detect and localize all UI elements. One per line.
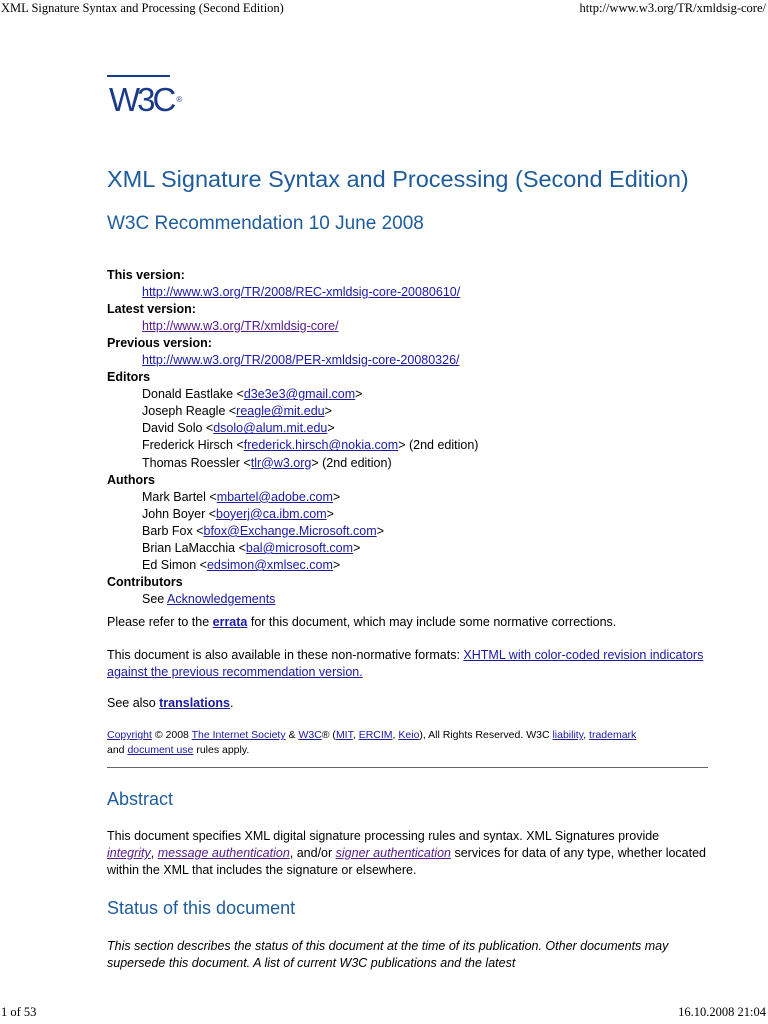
- print-header-title: XML Signature Syntax and Processing (Second Edition): [1, 1, 284, 15]
- latest-version-label: Latest version:: [107, 301, 196, 316]
- formats-paragraph: This document is also available in these non-normative formats: XHTML with color-coded revision indicators against the previous recommendation version.: [107, 648, 704, 679]
- author-email-link[interactable]: bal@microsoft.com: [245, 541, 354, 555]
- status-heading: Status of this document: [107, 898, 296, 918]
- translations-paragraph: See also translations.: [107, 696, 234, 710]
- editor-item: Donald Eastlake <d3e3e3@gmail.com>: [142, 387, 363, 402]
- ercim-link[interactable]: ERCIM: [358, 729, 393, 741]
- latest-version-link[interactable]: http://www.w3.org/TR/xmldsig-core/: [142, 318, 339, 333]
- w3c-link[interactable]: W3C: [298, 729, 322, 741]
- author-item: Ed Simon <edsimon@xmlsec.com>: [142, 558, 341, 573]
- editor-item: Thomas Roessler <tlr@w3.org> (2nd edition): [142, 455, 392, 470]
- author-item: Mark Bartel <mbartel@adobe.com>: [142, 489, 341, 504]
- acknowledgements-link[interactable]: Acknowledgements: [167, 592, 276, 607]
- editor-email-link[interactable]: reagle@mit.edu: [236, 404, 325, 419]
- author-email-link[interactable]: edsimon@xmlsec.com: [206, 558, 333, 573]
- this-version-label: This version:: [107, 267, 185, 282]
- section-divider: [107, 767, 708, 768]
- author-item: John Boyer <boyerj@ca.ibm.com>: [142, 506, 334, 521]
- w3c-logo-mark: W3C ®: [109, 81, 183, 118]
- editor-email-link[interactable]: dsolo@alum.mit.edu: [213, 421, 328, 436]
- author-item: Brian LaMacchia <bal@microsoft.com>: [142, 541, 361, 555]
- document-use-link[interactable]: document use: [127, 744, 194, 756]
- editor-item: Frederick Hirsch <frederick.hirsch@nokia.com> (2nd edition): [142, 438, 479, 453]
- this-version-link[interactable]: http://www.w3.org/TR/2008/REC-xmldsig-core-20080610/: [142, 284, 461, 299]
- print-footer: [0, 1005, 768, 1021]
- errata-link[interactable]: errata: [212, 615, 248, 629]
- editors-label: Editors: [107, 370, 151, 385]
- contributors-label: Contributors: [107, 575, 183, 590]
- logo-rule: [107, 75, 170, 77]
- abstract-heading: Abstract: [107, 789, 174, 809]
- page-title: XML Signature Syntax and Processing (Second Edition): [107, 166, 689, 192]
- author-email-link[interactable]: bfox@Exchange.Microsoft.com: [203, 523, 377, 538]
- errata-paragraph: Please refer to the errata for this document, which may include some normative corrections.: [107, 615, 617, 629]
- w3c-logo[interactable]: [107, 75, 183, 119]
- liability-link[interactable]: liability: [552, 729, 584, 741]
- previous-version-label: Previous version:: [107, 335, 212, 350]
- integrity-link[interactable]: integrity: [107, 846, 151, 860]
- author-email-link[interactable]: boyerj@ca.ibm.com: [216, 506, 327, 521]
- editor-email-link[interactable]: frederick.hirsch@nokia.com: [243, 438, 399, 453]
- status-text: This section describes the status of this document at the time of its publication. Other documents may supersede this document. A list of current W3C publications and the latest: [107, 939, 669, 970]
- page-number: 1 of 53: [1, 1005, 37, 1019]
- translations-link[interactable]: translations: [159, 696, 230, 710]
- xhtml-diff-link[interactable]: XHTML with color-coded revision indicators against the previous recommendation version.: [107, 648, 704, 679]
- editor-email-link[interactable]: d3e3e3@gmail.com: [243, 387, 356, 402]
- editor-email-link[interactable]: tlr@w3.org: [250, 455, 312, 470]
- signer-authentication-link[interactable]: signer authentication: [335, 846, 451, 860]
- print-header: [0, 1, 768, 17]
- editor-item: Joseph Reagle <reagle@mit.edu>: [142, 404, 332, 419]
- isoc-link[interactable]: The Internet Society: [191, 729, 286, 741]
- copyright-link[interactable]: Copyright: [107, 729, 152, 741]
- mit-link[interactable]: MIT: [335, 729, 353, 741]
- keio-link[interactable]: Keio: [398, 729, 420, 741]
- print-timestamp: 16.10.2008 21:04: [678, 1005, 766, 1019]
- print-header-url: http://www.w3.org/TR/xmldsig-core/: [579, 1, 766, 15]
- author-item: Barb Fox <bfox@Exchange.Microsoft.com>: [142, 523, 384, 538]
- page-subtitle: W3C Recommendation 10 June 2008: [107, 213, 424, 234]
- copyright-notice: Copyright © 2008 The Internet Society & W3C® (MIT, ERCIM, Keio), All Rights Reserved. W3C liability, trademark and document use rules apply.: [107, 729, 637, 756]
- message-authentication-link[interactable]: message authentication: [157, 846, 290, 860]
- authors-label: Authors: [107, 472, 155, 487]
- document-metadata: [107, 267, 727, 609]
- contributors-item: See Acknowledgements: [142, 592, 276, 607]
- trademark-link[interactable]: trademark: [589, 729, 637, 741]
- editor-item: David Solo <dsolo@alum.mit.edu>: [142, 421, 335, 436]
- author-email-link[interactable]: mbartel@adobe.com: [216, 489, 333, 504]
- abstract-text: This document specifies XML digital signature processing rules and syntax. XML Signatures provide integrity, message authentication, and/or signer authentication services for data of any type, whether located within the XML that includes the signature or elsewhere.: [107, 829, 706, 877]
- previous-version-link[interactable]: http://www.w3.org/TR/2008/PER-xmldsig-core-20080326/: [142, 352, 460, 367]
